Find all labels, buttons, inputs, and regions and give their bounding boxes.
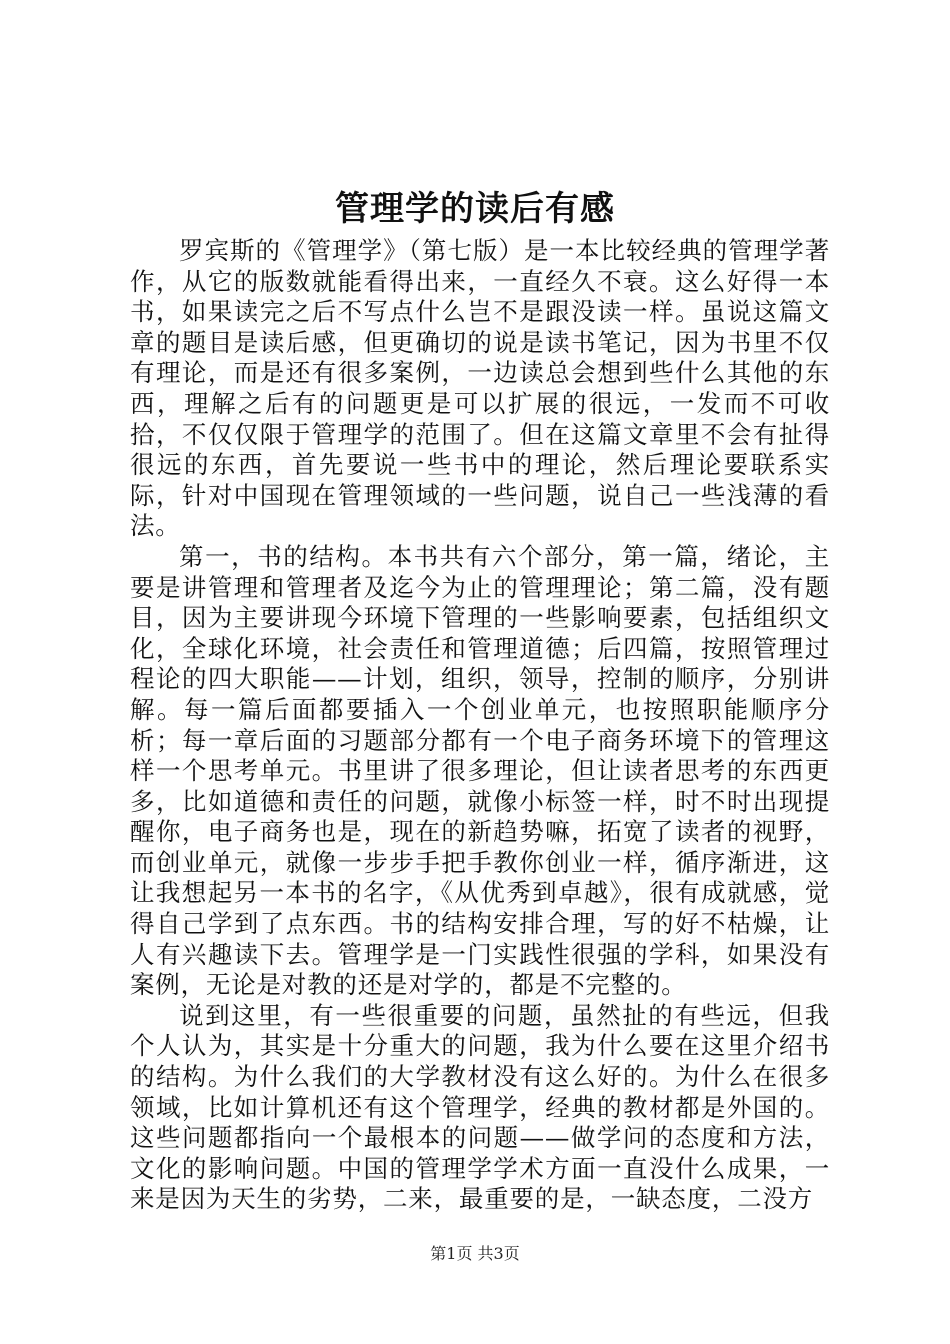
paragraph-2: 第一，书的结构。本书共有六个部分，第一篇，绪论，主要是讲管理和管理者及迄今为止的管理理论；第二篇，没有题目，因为主要讲现今环境下管理的一些影响要素，包括组织文化，全球化环境，社会责任和管理道德；后四篇，按照管理过程论的四大职能——计划，组织，领导，控制的顺序，分别讲解。每一篇后面都要插入一个创业单元，也按照职能顺序分析；每一章后面的习题部分都有一个电子商务环境下的管理这样一个思考单元。书里讲了很多理论，但让读者思考的东西更多，比如道德和责任的问题，就像小标签一样，时不时出现提醒你，电子商务也是，现在的新趋势嘛，拓宽了读者的视野，而创业单元，就像一步步手把手教你创业一样，循序渐进，这让我想起另一本书的名字，《从优秀到卓越》，很有成就感，觉得自己学到了点东西。书的结构安排合理，写的好不枯燥，让人有兴趣读下去。管理学是一门实践性很强的学科，如果没有案例，无论是对教的还是对学的，都是不完整的。 <box>130 541 830 1000</box>
document-body <box>130 236 830 1215</box>
paragraph-3: 说到这里，有一些很重要的问题，虽然扯的有些远，但我个人认为，其实是十分重大的问题，我为什么要在这里介绍书的结构。为什么我们的大学教材没有这么好的。为什么在很多领域，比如计算机还有这个管理学，经典的教材都是外国的。这些问题都指向一个最根本的问题——做学问的态度和方法，文化的影响问题。中国的管理学学术方面一直没什么成果，一来是因为天生的劣势，二来，最重要的是，一缺态度，二没方 <box>130 1000 830 1214</box>
page-footer: 第1页 共3页 <box>430 1244 520 1263</box>
document-title: 管理学的读后有感 <box>335 189 615 229</box>
paragraph-1: 罗宾斯的《管理学》（第七版）是一本比较经典的管理学著作，从它的版数就能看得出来，一直经久不衰。这么好得一本书，如果读完之后不写点什么岂不是跟没读一样。虽说这篇文章的题目是读后感，但更确切的说是读书笔记，因为书里不仅有理论，而是还有很多案例，一边读总会想到些什么其他的东西，理解之后有的问题更是可以扩展的很远，一发而不可收拾，不仅仅限于管理学的范围了。但在这篇文章里不会有扯得很远的东西，首先要说一些书中的理论，然后理论要联系实际，针对中国现在管理领域的一些问题，说自己一些浅薄的看法。 <box>130 236 830 541</box>
